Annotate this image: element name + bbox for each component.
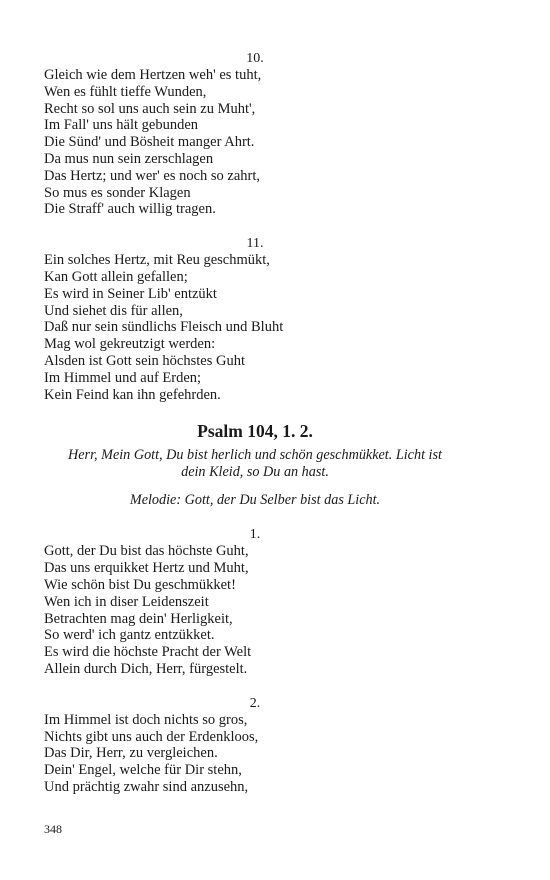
- verse-line: Das Dir, Herr, zu vergleichen.: [44, 745, 218, 762]
- verse-line: Wen es fühlt tieffe Wunden,: [44, 83, 207, 100]
- verse-line: Daß nur sein sündlichs Fleisch und Bluht: [44, 319, 284, 336]
- page-number: 348: [44, 822, 62, 836]
- verse-line: Nichts gibt uns auch der Erdenkloos,: [44, 728, 259, 745]
- page-body: [44, 50, 466, 813]
- verse-line: So mus es sonder Klagen: [44, 184, 191, 201]
- verse-line: Es wird in Seiner Lib' entzükt: [44, 285, 217, 302]
- verse-line: Dein' Engel, welche für Dir stehn,: [44, 762, 242, 779]
- verse-line: Das uns erquikket Hertz und Muht,: [44, 560, 249, 577]
- verse-line: So werd' ich gantz entzükket.: [44, 627, 215, 644]
- verse-line: Im Himmel und auf Erden;: [44, 369, 202, 386]
- stanza: [44, 695, 466, 796]
- verse-line: Und siehet dis für allen,: [44, 302, 183, 319]
- verse-line: Betrachten mag dein' Herligkeit,: [44, 610, 233, 627]
- stanza-number: 2.: [249, 695, 261, 711]
- verse-line: Im Fall' uns hält gebunden: [44, 117, 199, 134]
- verse-line: Die Sünd' und Bösheit manger Ahrt.: [44, 134, 255, 151]
- verse-line: Gott, der Du bist das höchste Guht,: [44, 543, 249, 560]
- stanza-number: 11.: [246, 236, 264, 252]
- stanzas-after: [44, 526, 466, 795]
- verse-line: Gleich wie dem Hertzen weh' es tuht,: [44, 67, 262, 83]
- verse-line: Kein Feind kan ihn gefehrden.: [44, 386, 221, 403]
- verse-line: Wie schön bist Du geschmükket!: [44, 576, 236, 593]
- psalm-title: Psalm 104, 1. 2.: [197, 421, 313, 442]
- verse-line: Da mus nun sein zerschlagen: [44, 150, 214, 167]
- verse-line: Wen ich in diser Leidenszeit: [44, 593, 209, 610]
- verse-line: Es wird die höchste Pracht der Welt: [44, 644, 252, 661]
- verse-line: Recht so sol uns auch sein zu Muht',: [44, 100, 256, 117]
- verse-line: Das Hertz; und wer' es noch so zahrt,: [44, 167, 261, 184]
- stanza: [44, 235, 466, 403]
- stanza-number: 1.: [249, 527, 261, 543]
- psalm-quote-line: dein Kleid, so Du an hast.: [181, 464, 329, 481]
- verse-line: Ein solches Hertz, mit Reu geschmükt,: [44, 252, 270, 269]
- stanza: [44, 526, 466, 677]
- verse-line: Mag wol gekreutzigt werden:: [44, 336, 216, 353]
- verse-line: Allein durch Dich, Herr, fürgestelt.: [44, 660, 248, 677]
- verse-line: Kan Gott allein gefallen;: [44, 268, 188, 285]
- stanza: [44, 50, 466, 218]
- verse-line: Im Himmel ist doch nichts so gros,: [44, 711, 248, 728]
- stanza-number: 10.: [246, 51, 264, 66]
- melody-line: Melodie: Gott, der Du Selber bist das Licht.: [129, 492, 381, 509]
- verse-line: Alsden ist Gott sein höchstes Guht: [44, 352, 245, 369]
- verse-line: Und prächtig zwahr sind anzusehn,: [44, 778, 249, 795]
- psalm-quote: [44, 447, 466, 481]
- verse-line: Die Straff' auch willig tragen.: [44, 201, 216, 218]
- psalm-quote-line: Herr, Mein Gott, Du bist herlich und schön geschmükket. Licht ist: [68, 447, 442, 464]
- stanzas-before: [44, 50, 466, 403]
